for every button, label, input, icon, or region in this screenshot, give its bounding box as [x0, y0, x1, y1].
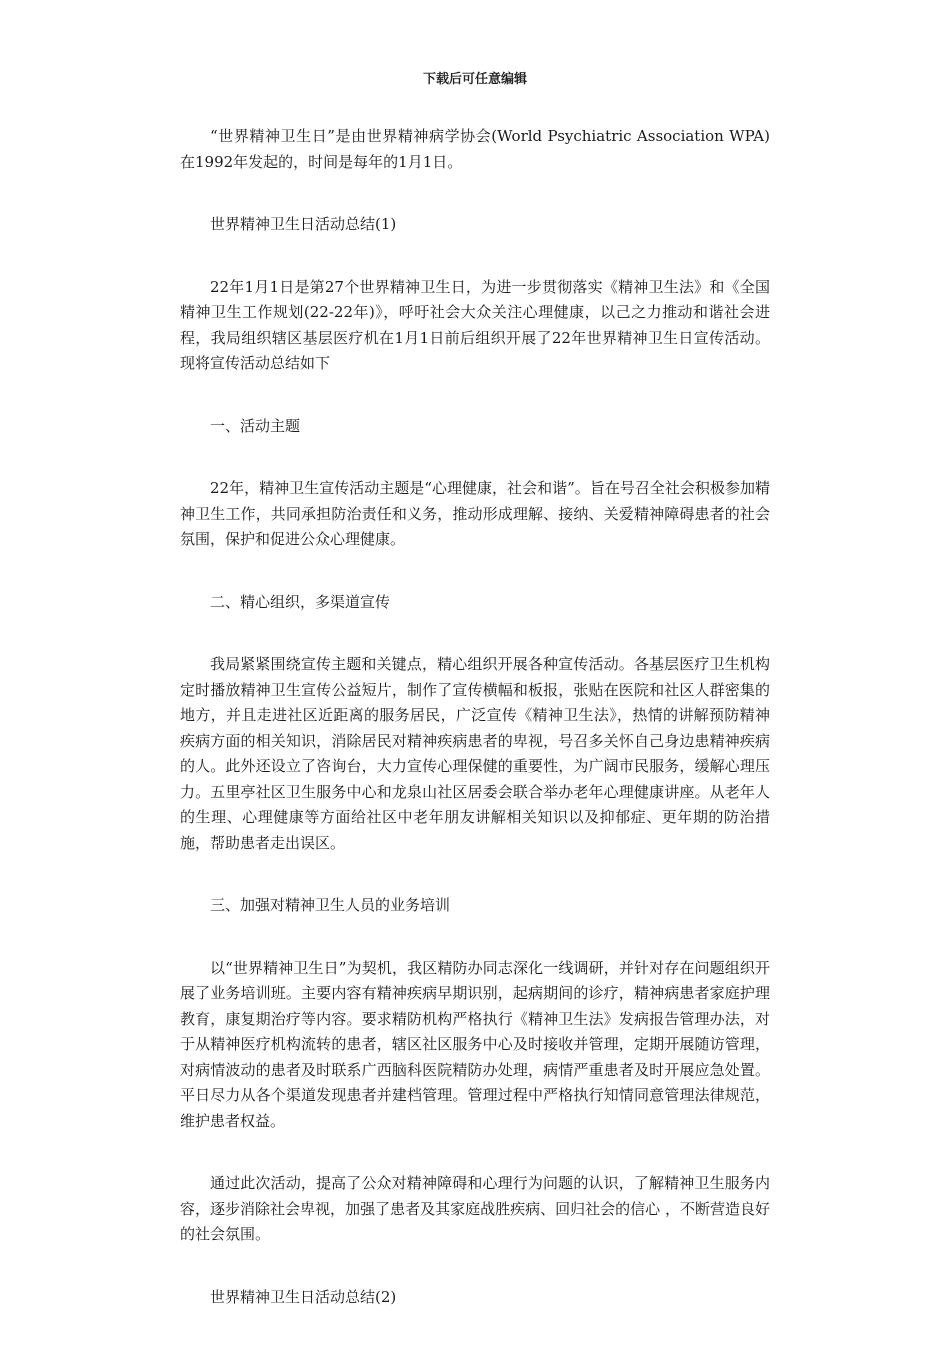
heading-training: 三、加强对精神卫生人员的业务培训: [210, 896, 451, 914]
conclusion-paragraph: 通过此次活动，提高了公众对精神障碍和心理行为问题的认识，了解精神卫生服务内容，逐步消除社会卑视，加强了患者及其家庭战胜疾病、回归社会的信心 ，不断营造良好的社会氛围。: [180, 1174, 770, 1243]
page-header: 下载后可任意编辑: [422, 72, 527, 87]
training-paragraph: 以“世界精神卫生日”为契机，我区精防办同志深化一线调研，并针对存在问题组织开展了业务培训班。主要内容有精神疾病早期识别，起病期间的诊疗，精神病患者家庭护理教育，康复期治疗等内容。要求精防机构严格执行《精神卫生法》发病报告管理办法，对于从精神医疗机构流转的患者，辖区社区服务中心及时接收并管理，定期开展随访管理，对病情波动的患者及时联系广西脑科医院精防办处理，病情严重患者及时开展应急处置。平日尽力从各个渠道发现患者并建档管理。管理过程中严格执行知情同意管理法律规范，维护患者权益。: [180, 958, 770, 1130]
organization-paragraph: 我局紧紧围绕宣传主题和关键点，精心组织开展各种宣传活动。各基层医疗卫生机构定时播放精神卫生宣传公益短片，制作了宣传横幅和板报，张贴在医院和社区人群密集的地方，并且走进社区近距离的服务居民，广泛宣传《精神卫生法》，热情的讲解预防精神疾病方面的相关知识，消除居民对精神疾病患者的卑视，号召多关怀自己身边患精神疾病的人。此外还设立了咨询台，大力宣传心理保健的重要性，为广阔市民服务，缓解心理压力。五里亭社区卫生服务中心和龙泉山社区居委会联合举办老年心理健康讲座。从老年人的生理、心理健康等方面给社区中老年朋友讲解相关知识以及抑郁症、更年期的防治措施，帮助患者走出误区。: [180, 655, 770, 852]
summary-paragraph: 22年1月1日是第27个世界精神卫生日，为进一步贯彻落实《精神卫生法》和《全国精神卫生工作规划(22-22年)》，呼吁社会大众关注心理健康，以己之力推动和谐社会进程，我局组织辖区基层医疗机在1月1日前后组织开展了22年世界精神卫生日宣传活动。现将宣传活动总结如下: [180, 277, 770, 372]
section-title-2: 世界精神卫生日活动总结(2): [210, 1287, 397, 1306]
intro-paragraph: “世界精神卫生日”是由世界精神病学协会(World Psychiatric Association WPA)在1992年发起的，时间是每年的1月1日。: [180, 127, 770, 171]
section-title-1: 世界精神卫生日活动总结(1): [210, 215, 397, 233]
theme-paragraph: 22年，精神卫生宣传活动主题是“心理健康，社会和谐”。旨在号召全社会积极参加精神卫生工作，共同承担防治责任和义务，推动形成理解、接纳、关爱精神障碍患者的社会氛围，保护和促进公众心理健康。: [180, 479, 770, 548]
heading-activity-theme: 一、活动主题: [210, 416, 301, 435]
document-body: [180, 124, 770, 1347]
heading-organization: 二、精心组织，多渠道宣传: [210, 592, 391, 611]
